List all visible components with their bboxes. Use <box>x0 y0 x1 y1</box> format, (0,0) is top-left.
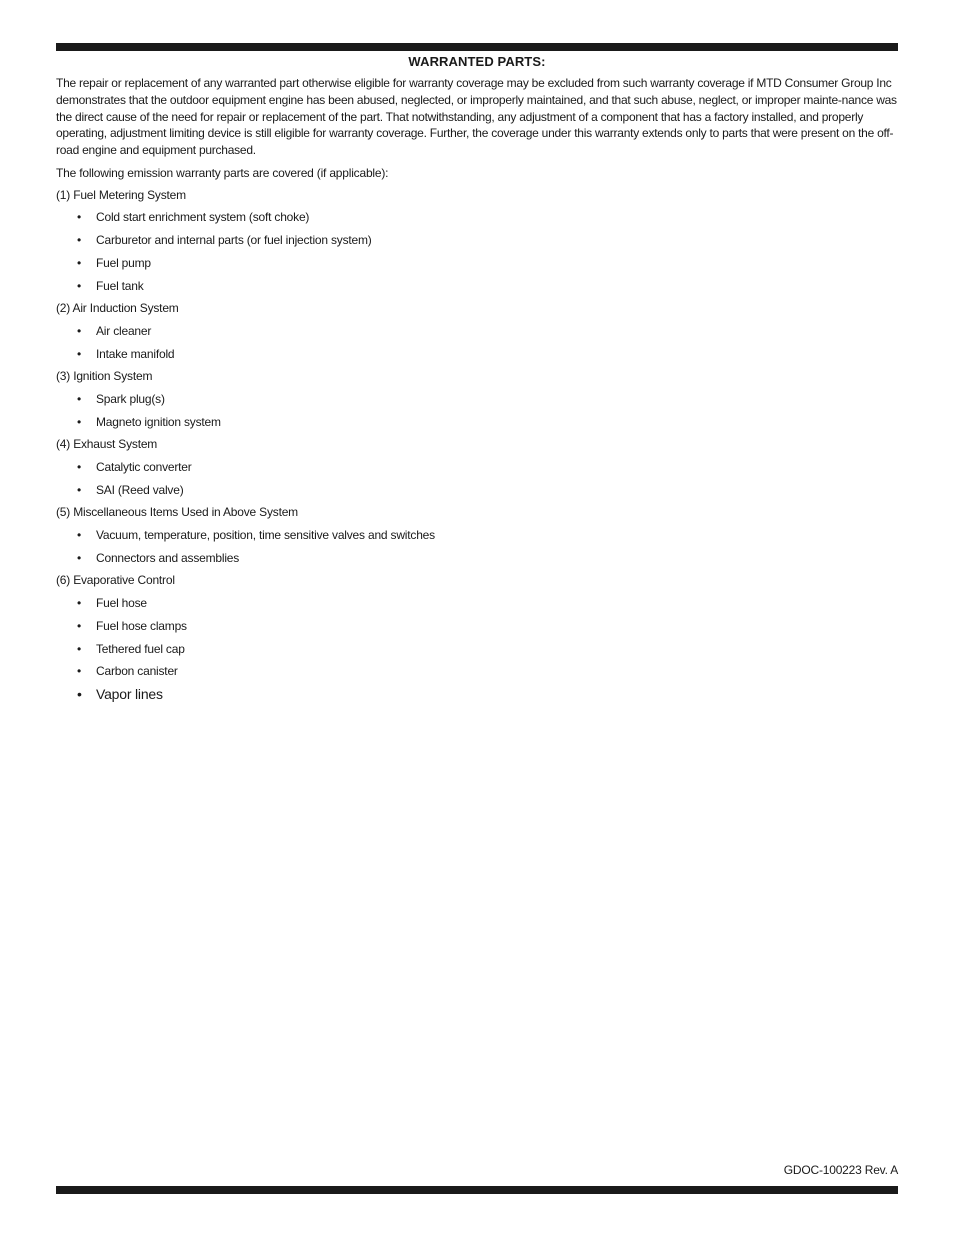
document-number: GDOC-100223 Rev. A <box>783 1163 898 1177</box>
item-text: Cold start enrichment system (soft choke) <box>96 210 310 225</box>
bullet: • <box>77 664 82 679</box>
item-text: Carbon canister <box>96 664 178 679</box>
list-item <box>56 209 898 232</box>
bullet: • <box>77 482 82 497</box>
bullet: • <box>77 346 82 361</box>
list-item <box>56 459 898 482</box>
intro-text: The following emission warranty parts are covered (if applicable): <box>56 165 389 180</box>
bullet: • <box>77 233 82 248</box>
list-item <box>56 618 898 641</box>
item-text: Tethered fuel cap <box>96 641 185 656</box>
group-items <box>56 459 898 504</box>
list-item <box>56 278 898 301</box>
item-text: Vacuum, temperature, position, time sensitive valves and switches <box>96 528 435 543</box>
bullet: • <box>77 210 82 225</box>
bullet: • <box>77 255 82 270</box>
list-item <box>56 414 898 437</box>
bullet: • <box>77 685 82 702</box>
list-item <box>56 686 898 709</box>
group-title: (6) Evaporative Control <box>56 573 175 588</box>
group-items <box>56 527 898 572</box>
list-item <box>56 323 898 346</box>
group-title: (1) Fuel Metering System <box>56 187 186 202</box>
section-heading: WARRANTED PARTS: <box>408 54 546 69</box>
exclusion-paragraph: The repair or replacement of any warranted part otherwise eligible for warranty coverage may be excluded from such warranty coverage if MTD Consumer Group Inc demonstrates that the outdoor equipment engine has been abused, neglected, or improperly maintained, and that such abuse, neglect, or improper mainte-nance was the direct cause of the need for repair or replacement of the part. That notwithstanding, any adjustment of a component that has a factory installed, and properly operating, adjustment limiting device is still eligible for warranty coverage. Further, the coverage under this warranty extends only to parts that were present on the off-road engine and equipment purchased. <box>56 76 897 158</box>
parts-group-ignition <box>56 368 898 436</box>
group-items <box>56 391 898 436</box>
item-text: Catalytic converter <box>96 460 192 475</box>
list-item <box>56 391 898 414</box>
group-title: (2) Air Induction System <box>56 301 179 316</box>
bullet: • <box>77 460 82 475</box>
list-item <box>56 663 898 686</box>
item-text: Carburetor and internal parts (or fuel injection system) <box>96 233 372 248</box>
list-item <box>56 595 898 618</box>
item-text: Fuel tank <box>96 278 144 293</box>
bullet: • <box>77 528 82 543</box>
bullet: • <box>77 596 82 611</box>
parts-group-miscellaneous <box>56 504 898 572</box>
list-item <box>56 232 898 255</box>
item-text: Intake manifold <box>96 346 175 361</box>
bullet: • <box>77 550 82 565</box>
parts-group-exhaust <box>56 436 898 504</box>
group-items <box>56 595 898 708</box>
item-text: SAI (Reed valve) <box>96 482 184 497</box>
list-item <box>56 641 898 664</box>
item-text: Connectors and assemblies <box>96 550 240 565</box>
item-text: Fuel pump <box>96 255 151 270</box>
list-item <box>56 255 898 278</box>
bullet: • <box>77 414 82 429</box>
parts-group-air-induction <box>56 300 898 368</box>
list-item <box>56 346 898 369</box>
bullet: • <box>77 278 82 293</box>
parts-group-evaporative <box>56 572 898 708</box>
group-title: (5) Miscellaneous Items Used in Above System <box>56 505 298 520</box>
bullet: • <box>77 618 82 633</box>
item-text: Fuel hose <box>96 596 147 611</box>
group-title: (4) Exhaust System <box>56 437 158 452</box>
group-items <box>56 323 898 368</box>
list-item <box>56 482 898 505</box>
item-text: Spark plug(s) <box>96 391 165 406</box>
bottom-rule <box>56 1186 898 1194</box>
bullet: • <box>77 391 82 406</box>
item-text: Vapor lines <box>96 685 163 702</box>
parts-group-fuel-metering <box>56 187 898 300</box>
list-item <box>56 550 898 573</box>
top-rule <box>56 43 898 51</box>
item-text: Air cleaner <box>96 323 152 338</box>
item-text: Magneto ignition system <box>96 414 221 429</box>
list-item <box>56 527 898 550</box>
bullet: • <box>77 323 82 338</box>
group-title: (3) Ignition System <box>56 369 153 384</box>
item-text: Fuel hose clamps <box>96 618 187 633</box>
bullet: • <box>77 641 82 656</box>
group-items <box>56 209 898 300</box>
document-body <box>56 75 898 709</box>
